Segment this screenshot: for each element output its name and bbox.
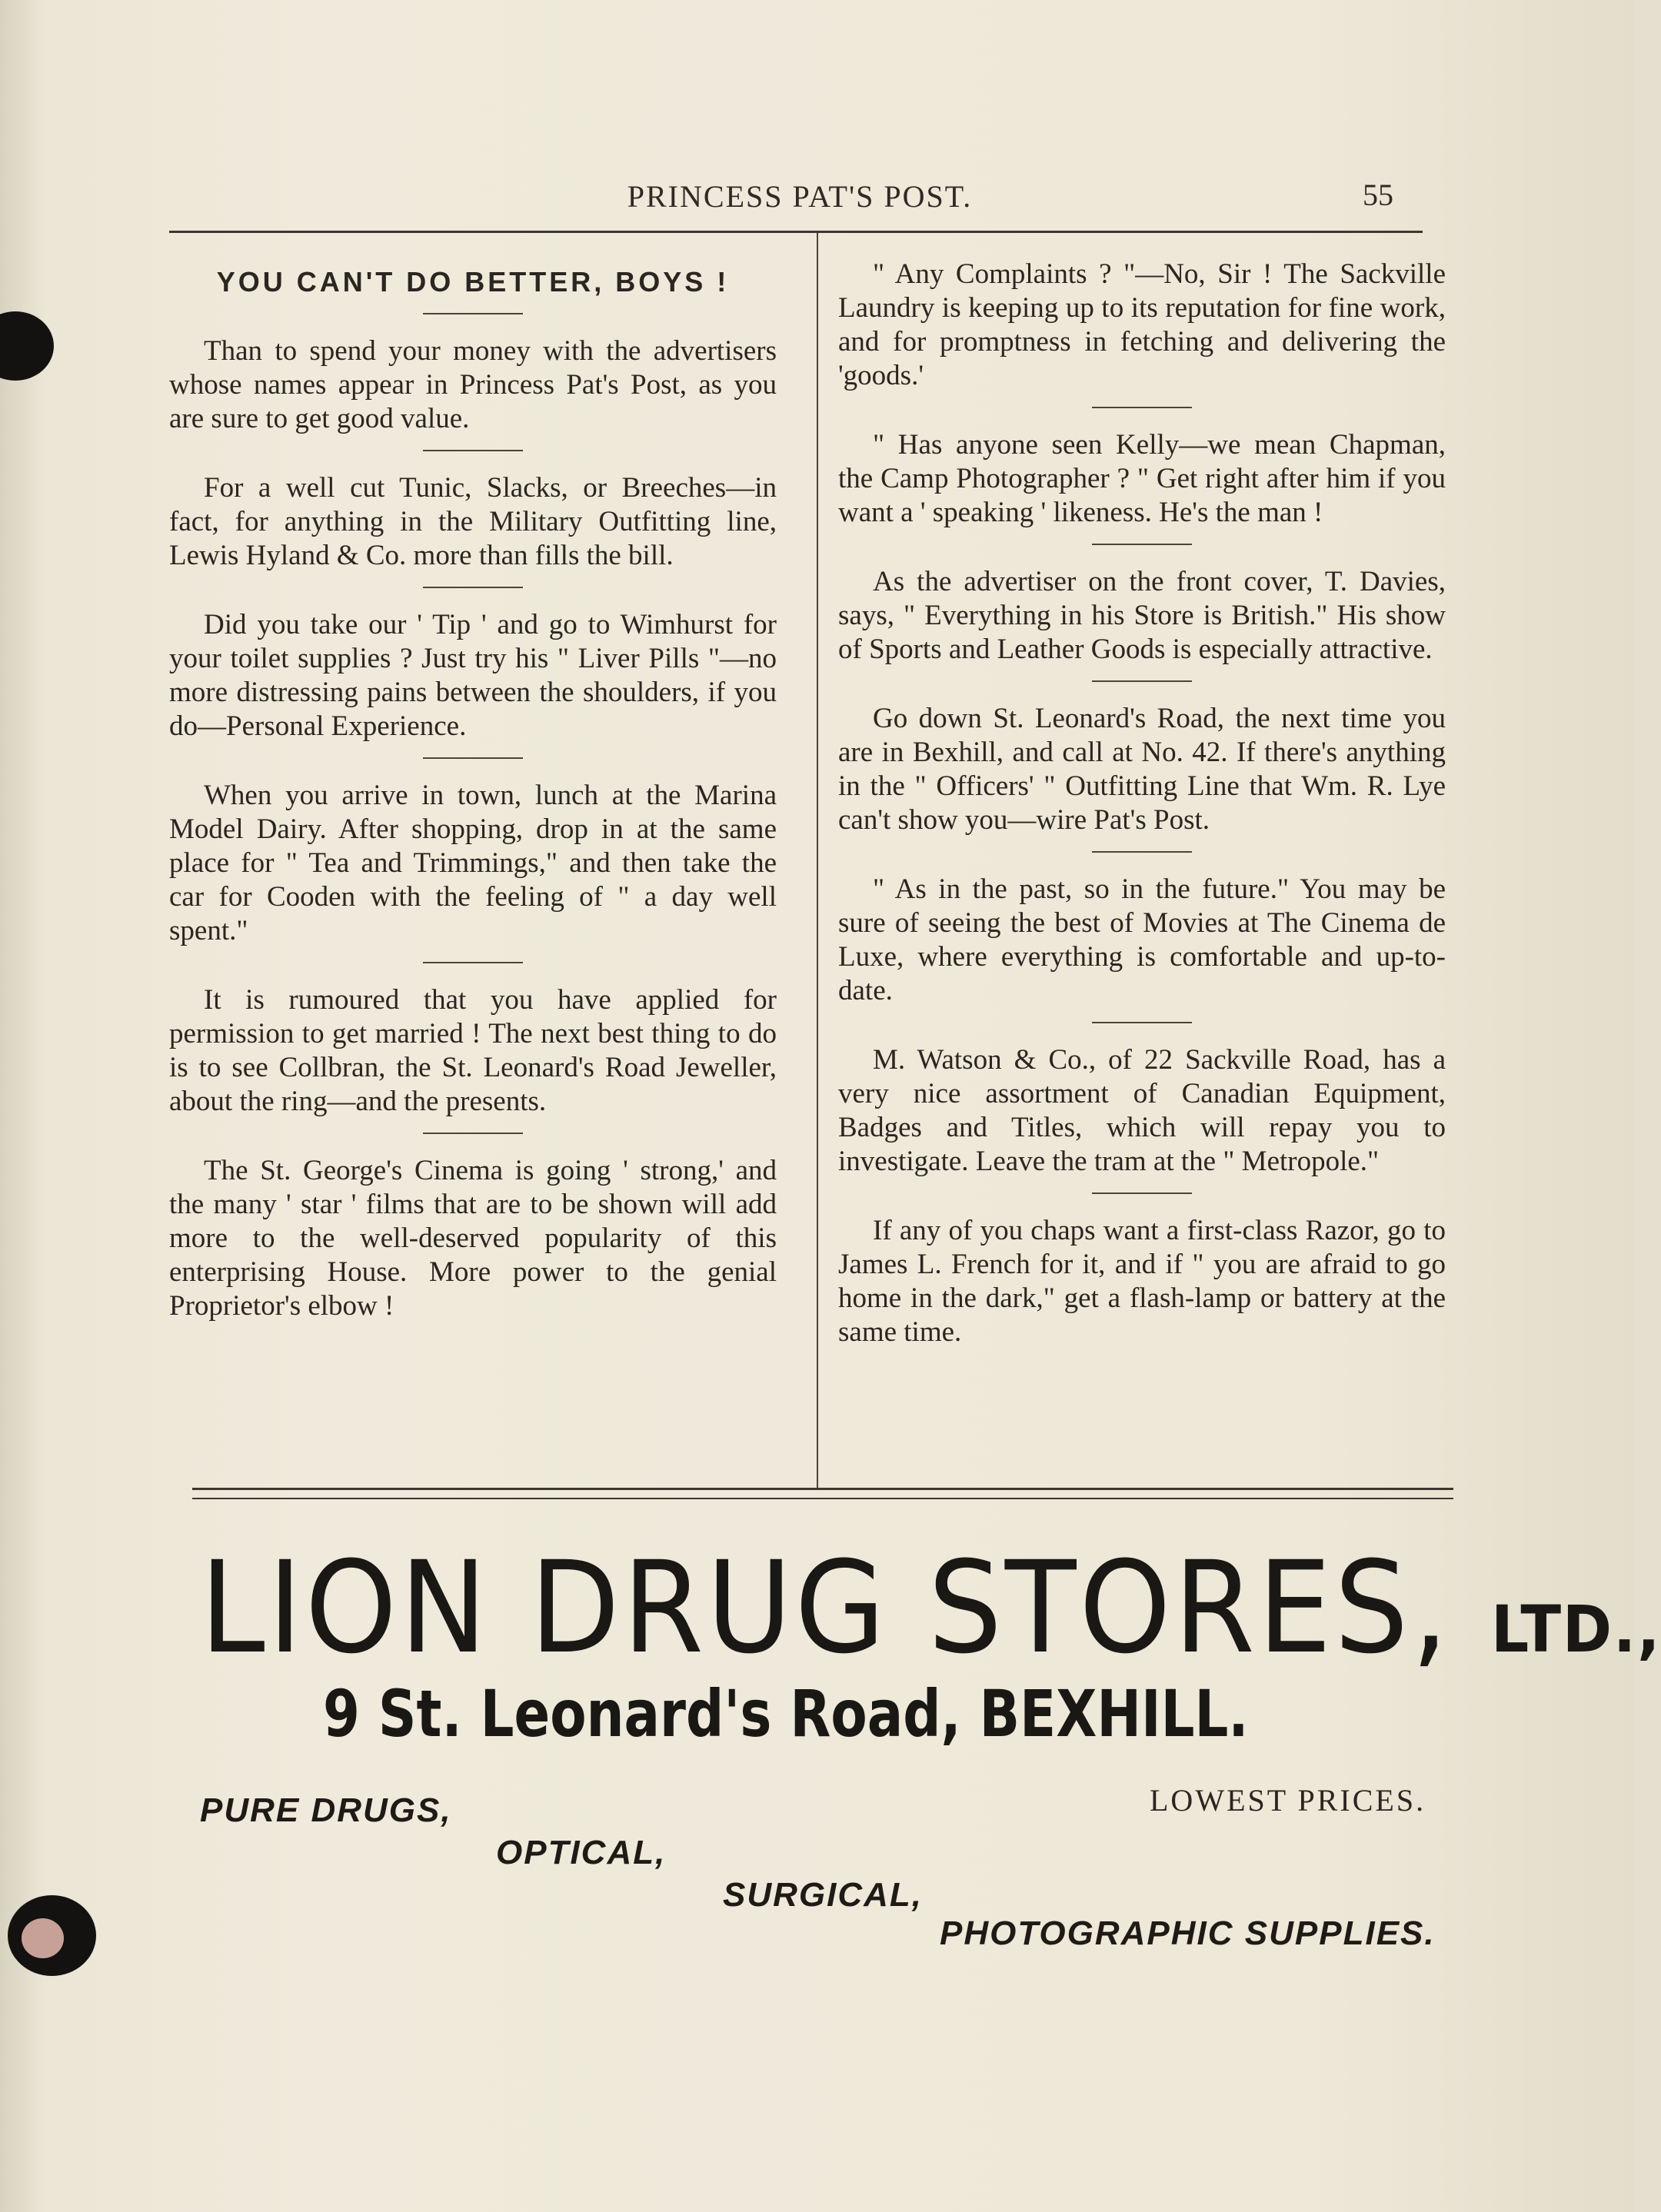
advert-item: SURGICAL, xyxy=(723,1876,923,1914)
separator-rule xyxy=(423,313,523,314)
punch-hole xyxy=(0,311,54,381)
paragraph: For a well cut Tunic, Slacks, or Breeches—in fact, for anything in the Military Outfitting line, Lewis Hyland & Co. more than fills the bill. xyxy=(169,472,777,571)
paragraph: M. Watson & Co., of 22 Sackville Road, has a very nice assortment of Canadian Equipment, Badges and Titles, which will repay you to investigate. Leave the tram at the " Metropole." xyxy=(838,1044,1446,1177)
column-divider xyxy=(817,233,818,1490)
paragraph: As the advertiser on the front cover, T. Davies, says, " Everything in his Store is British." His show of Sports and Leather Goods is especially attractive. xyxy=(838,566,1446,665)
advert-item: PURE DRUGS, xyxy=(200,1791,452,1829)
paragraph: " Has anyone seen Kelly—we mean Chapman, the Camp Photographer ? " Get right after him if you want a ' speaking ' likeness. He's the man ! xyxy=(838,429,1446,528)
paragraph: If any of you chaps want a first-class Razor, go to James L. French for it, and if " you are afraid to go home in the dark," get a flash-lamp or battery at the same time. xyxy=(838,1215,1446,1348)
separator-rule xyxy=(423,1133,523,1134)
paragraph: Did you take our ' Tip ' and go to Wimhurst for your toilet supplies ? Just try his " Liver Pills "—no more distressing pains between the shoulders, if you do—Personal Experience. xyxy=(169,609,777,742)
advert-item: PHOTOGRAPHIC SUPPLIES. xyxy=(940,1914,1436,1952)
separator-rule xyxy=(1092,680,1192,682)
header-rule xyxy=(169,231,1423,233)
section-heading: YOU CAN'T DO BETTER, BOYS ! xyxy=(216,266,730,298)
right-column xyxy=(838,258,1446,1349)
separator-rule xyxy=(423,962,523,963)
separator-rule xyxy=(1092,1022,1192,1023)
paragraph: Than to spend your money with the advertisers whose names appear in Princess Pat's Post, as you are sure to get good value. xyxy=(169,335,777,434)
advert-title xyxy=(200,1534,1661,1681)
advert-rule xyxy=(192,1498,1453,1499)
separator-rule xyxy=(1092,544,1192,545)
advert-address: 9 St. Leonard's Road, BEXHILL. xyxy=(323,1676,1249,1751)
separator-rule xyxy=(1092,1192,1192,1194)
separator-rule xyxy=(423,757,523,759)
advert-rule xyxy=(192,1488,1453,1490)
separator-rule xyxy=(1092,407,1192,408)
advert-item: OPTICAL, xyxy=(496,1834,667,1871)
separator-rule xyxy=(1092,851,1192,853)
paragraph: It is rumoured that you have applied for permission to get married ! The next best thing to do is to see Collbran, the St. Leonard's Road Jeweller, about the ring—and the presents. xyxy=(169,984,777,1117)
paragraph: When you arrive in town, lunch at the Marina Model Dairy. After shopping, drop in at the same place for " Tea and Trimmings," and then take the car for Cooden with the feeling of " a day well spent." xyxy=(169,780,777,946)
paragraph: The St. George's Cinema is going ' strong,' and the many ' star ' films that are to be shown will add more to the well-deserved popularity of this enterprising House. More power to the genial Proprietor's elbow ! xyxy=(169,1155,777,1322)
paragraph: Go down St. Leonard's Road, the next time you are in Bexhill, and call at No. 42. If there's anything in the " Officers' " Outfitting Line that Wm. R. Lye can't show you—wire Pat's Post. xyxy=(838,703,1446,836)
running-header: PRINCESS PAT'S POST. xyxy=(627,179,973,214)
paragraph: " Any Complaints ? "—No, Sir ! The Sackville Laundry is keeping up to its reputation for fine work, and for promptness in fetching and delivering the 'goods.' xyxy=(838,258,1446,391)
advert-suffix: LTD., xyxy=(1491,1592,1661,1667)
advert-name: LION DRUG STORES, xyxy=(200,1534,1452,1681)
page-number: 55 xyxy=(1363,178,1393,212)
left-column xyxy=(169,265,777,1323)
advert-prices: LOWEST PRICES. xyxy=(1150,1783,1426,1818)
punch-hole xyxy=(8,1895,96,1976)
separator-rule xyxy=(423,450,523,451)
separator-rule xyxy=(423,587,523,588)
paragraph: " As in the past, so in the future." You may be sure of seeing the best of Movies at The Cinema de Luxe, where everything is comfortable and up-to-date. xyxy=(838,873,1446,1006)
